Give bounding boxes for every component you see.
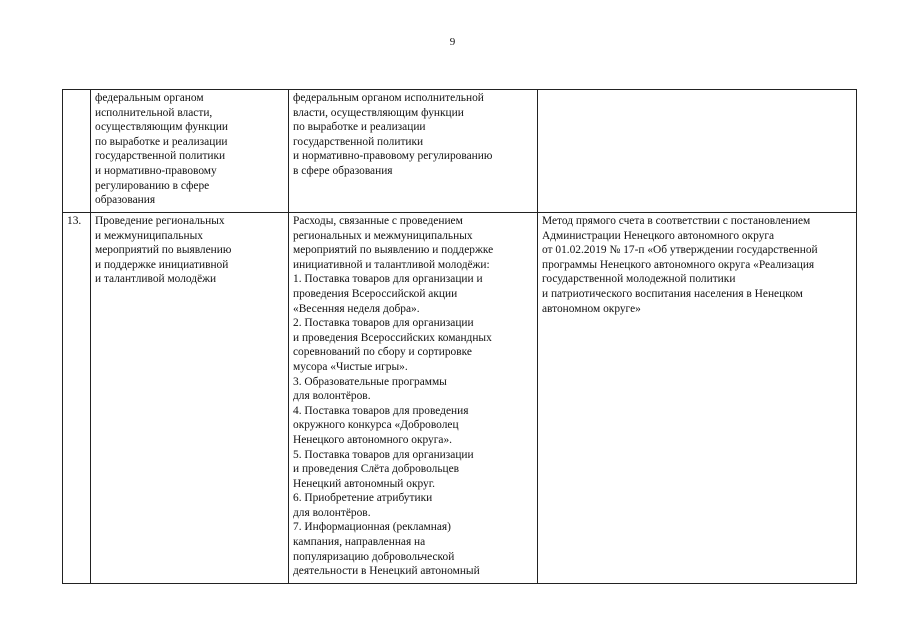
table-row-continued bbox=[63, 90, 857, 213]
expenses-cell bbox=[289, 90, 538, 213]
text-line: и межмуниципальных bbox=[95, 229, 203, 242]
text-line: и проведения Всероссийских командных bbox=[293, 331, 492, 344]
text-line: для волонтёров. bbox=[293, 506, 371, 519]
text-line: 5. Поставка товаров для организации bbox=[293, 448, 474, 461]
text-line: 3. Образовательные программы bbox=[293, 375, 447, 388]
text-line: Проведение региональных bbox=[95, 215, 225, 227]
document-table bbox=[62, 89, 857, 584]
text-line: по выработке и реализации bbox=[293, 121, 426, 134]
text-line: государственной молодежной политики bbox=[542, 273, 736, 286]
text-line: Ненецкий автономный округ. bbox=[293, 477, 435, 490]
text-line: «Весенняя неделя добра». bbox=[293, 302, 420, 315]
text-line: мероприятий по выявлению и поддержке bbox=[293, 244, 494, 257]
text-line: и проведения Слёта добровольцев bbox=[293, 463, 460, 476]
calculation-method-cell bbox=[538, 90, 857, 213]
page-number: 9 bbox=[449, 36, 456, 48]
text-line: исполнительной власти, bbox=[95, 106, 213, 119]
text-line: соревнований по сбору и сортировке bbox=[293, 346, 472, 359]
text-line: и талантливой молодёжи bbox=[95, 273, 217, 286]
text-line: и нормативно-правовому bbox=[95, 164, 217, 177]
text-line: мероприятий по выявлению bbox=[95, 244, 232, 257]
text-line: федеральным органом исполнительной bbox=[293, 92, 484, 104]
text-line: государственной политики bbox=[95, 150, 226, 163]
calculation-method-cell bbox=[538, 213, 857, 584]
text-line: региональных и межмуниципальных bbox=[293, 229, 473, 242]
text-line: от 01.02.2019 № 17-п «Об утверждении государственной bbox=[542, 244, 818, 257]
text-line: осуществляющим функции bbox=[95, 121, 229, 134]
text-line: и поддержке инициативной bbox=[95, 258, 229, 271]
text-line: 6. Приобретение атрибутики bbox=[293, 492, 433, 505]
text-line: кампания, направленная на bbox=[293, 536, 426, 549]
text-line: Расходы, связанные с проведением bbox=[293, 215, 463, 227]
text-line: окружного конкурса «Доброволец bbox=[293, 419, 459, 432]
text-line: популяризацию добровольческой bbox=[293, 550, 455, 563]
text-line: 4. Поставка товаров для проведения bbox=[293, 404, 469, 417]
event-name-cell bbox=[91, 213, 289, 584]
table-row-13 bbox=[63, 213, 857, 584]
expenses-cell bbox=[289, 213, 538, 584]
text-line: программы Ненецкого автономного округа «Реализация bbox=[542, 258, 815, 271]
text-line: в сфере образования bbox=[293, 164, 393, 177]
text-line: проведения Всероссийской акции bbox=[293, 287, 458, 300]
text-line: 1. Поставка товаров для организации и bbox=[293, 273, 483, 286]
text-line: образования bbox=[95, 194, 156, 207]
text-line: мусора «Чистые игры». bbox=[293, 360, 408, 373]
text-line: 2. Поставка товаров для организации bbox=[293, 317, 474, 330]
text-line: Администрации Ненецкого автономного округа bbox=[542, 229, 775, 242]
text-line: и патриотического воспитания населения в Ненецком bbox=[542, 287, 803, 300]
text-line: автономном округе» bbox=[542, 302, 641, 315]
text-line: Метод прямого счета в соответствии с постановлением bbox=[542, 215, 811, 227]
text-line: регулированию в сфере bbox=[95, 179, 210, 192]
event-name-cell bbox=[91, 90, 289, 213]
text-line: федеральным органом bbox=[95, 92, 204, 104]
text-line: 7. Информационная (рекламная) bbox=[293, 521, 451, 534]
text-line: государственной политики bbox=[293, 135, 424, 148]
text-line: Ненецкого автономного округа». bbox=[293, 433, 453, 446]
text-line: деятельности в Ненецкий автономный bbox=[293, 565, 480, 578]
text-line: для волонтёров. bbox=[293, 390, 371, 403]
text-line: по выработке и реализации bbox=[95, 135, 228, 148]
row-number-cell: 13. bbox=[63, 213, 91, 584]
row-number-cell bbox=[63, 90, 91, 213]
text-line: власти, осуществляющим функции bbox=[293, 106, 464, 119]
text-line: и нормативно-правовому регулированию bbox=[293, 150, 493, 163]
text-line: инициативной и талантливой молодёжи: bbox=[293, 258, 490, 271]
